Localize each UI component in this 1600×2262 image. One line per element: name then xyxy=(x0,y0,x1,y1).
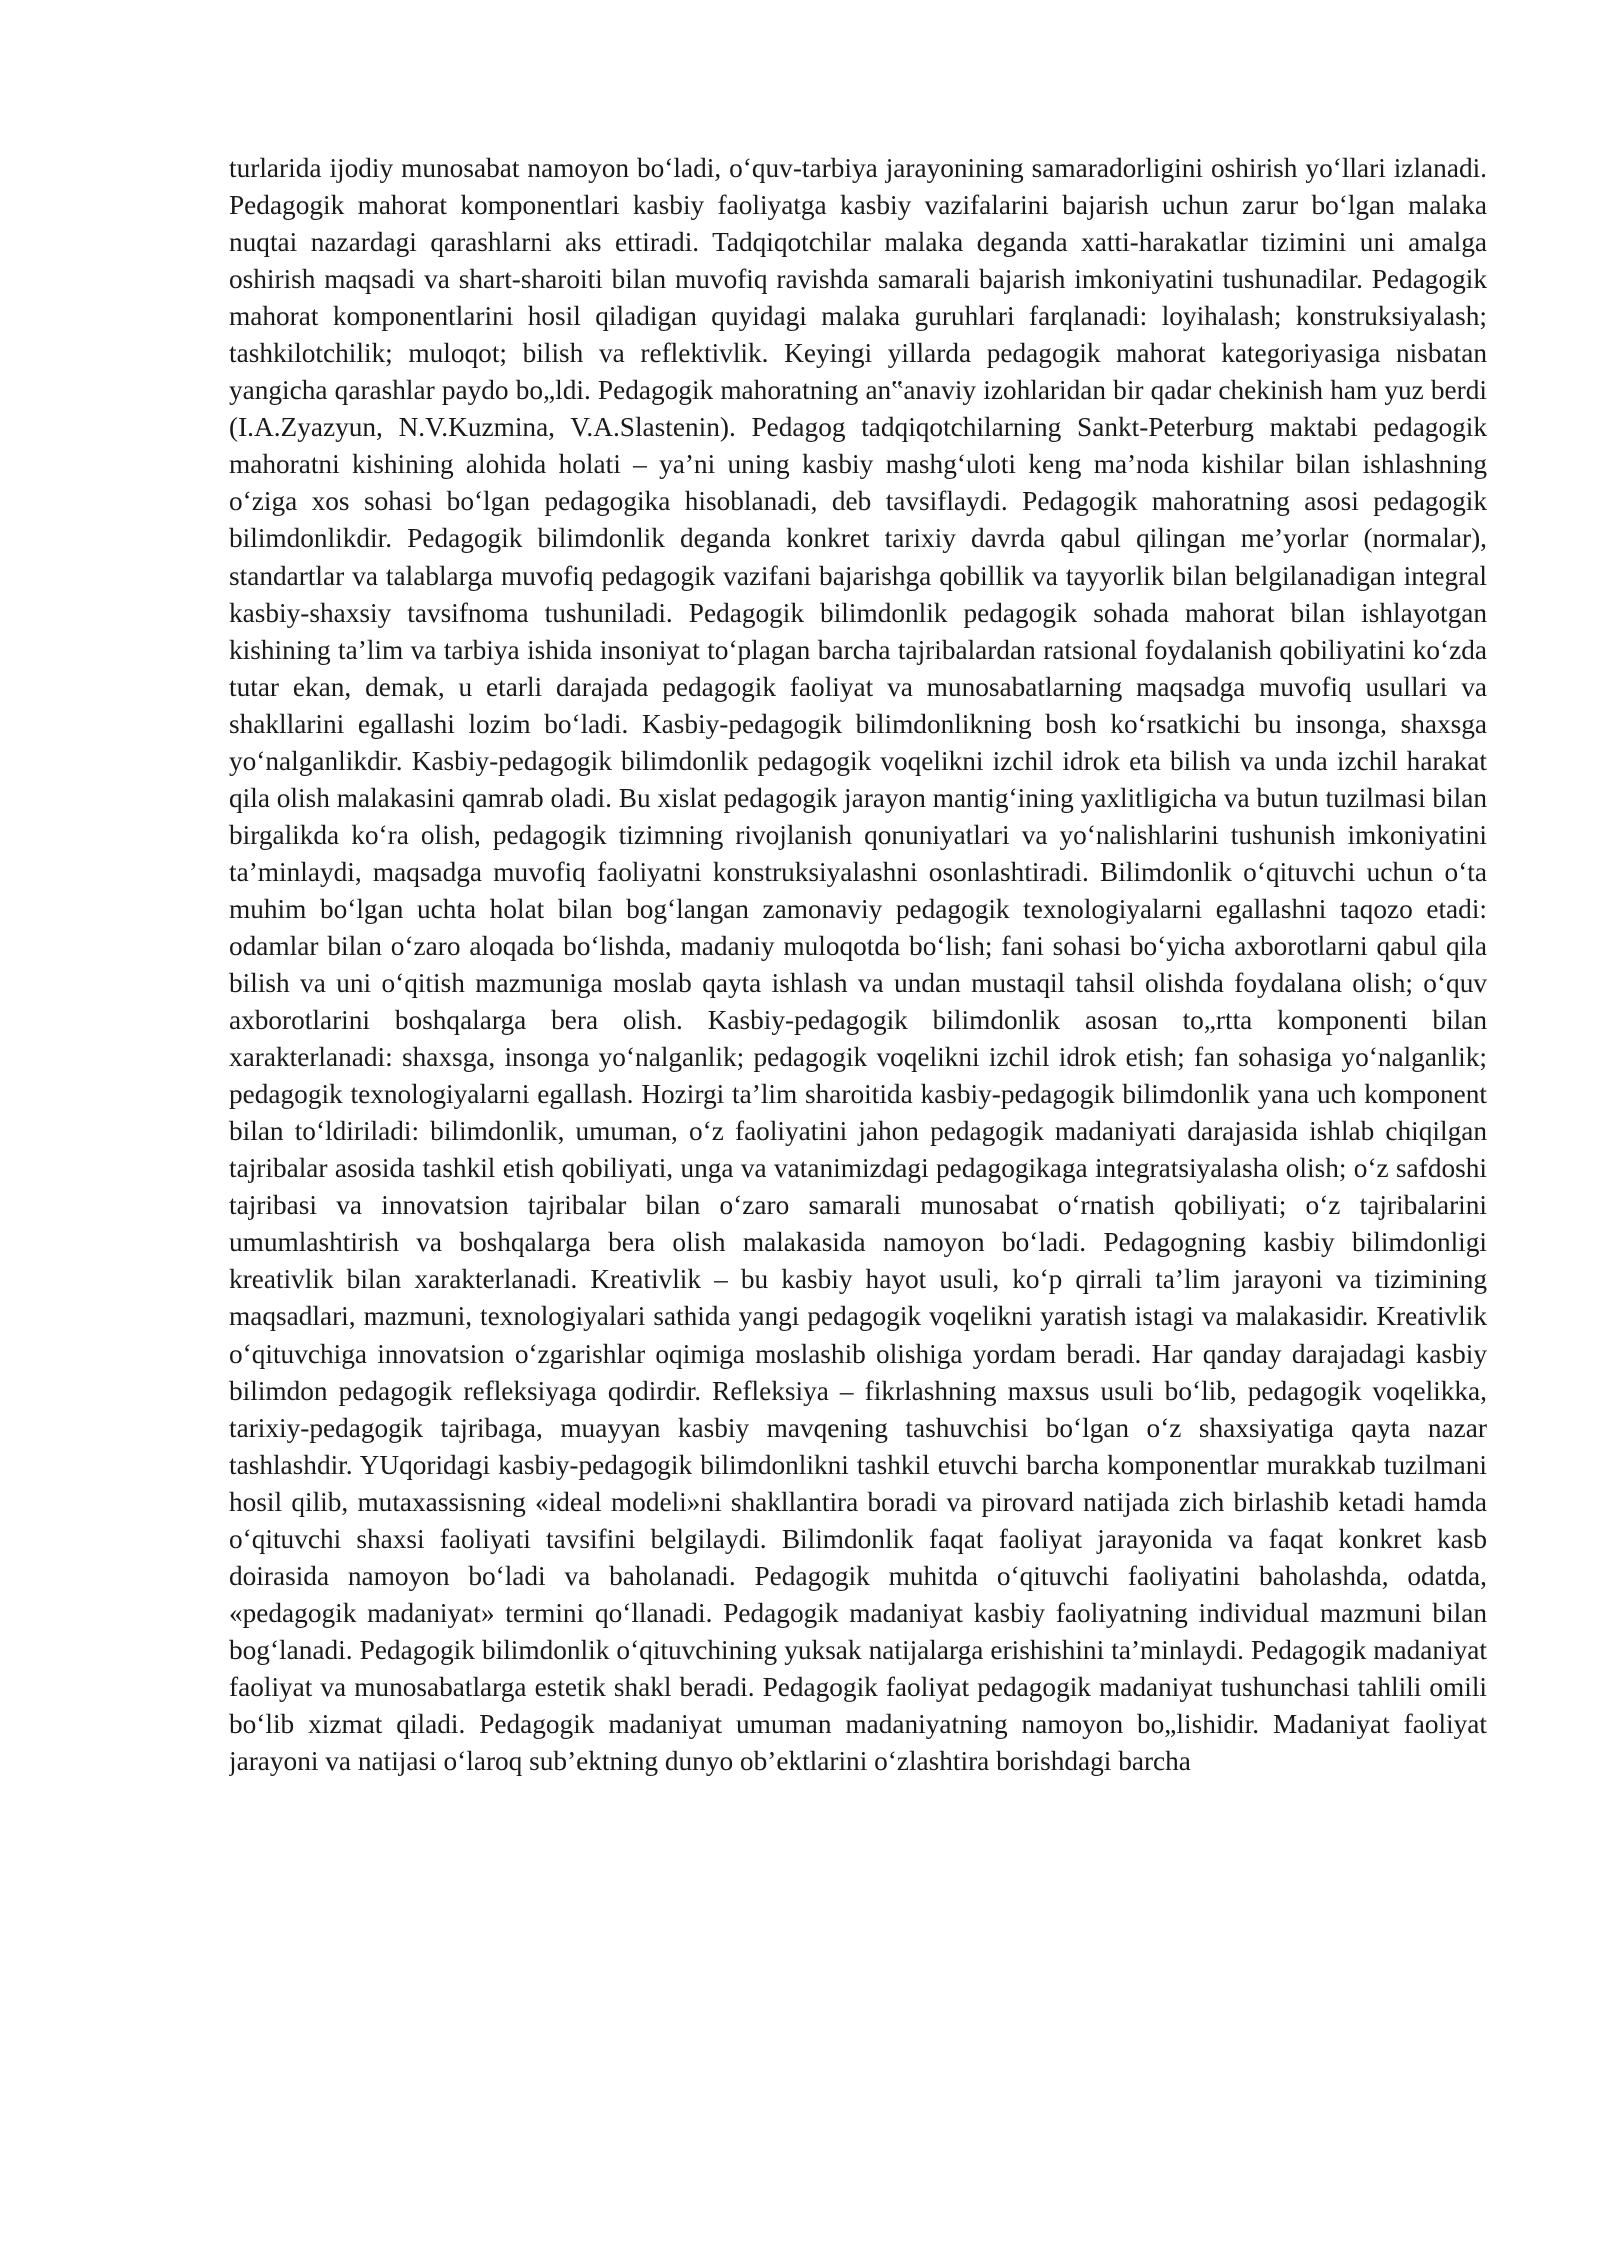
body-paragraph: turlarida ijodiy munosabat namoyon boʻladi, oʻquv-tarbiya jarayonining samaradorligini oshirish yoʻllari izlanadi. Pedagogik mahorat komponentlari kasbiy faoliyatga kasbiy vazifalarini bajarish uchun zarur boʻlgan malaka nuqtai nazardagi qarashlarni aks ettiradi. Tadqiqotchilar malaka deganda xatti-harakatlar tizimini uni amalga oshirish maqsadi va shart-sharoiti bilan muvofiq ravishda samarali bajarish imkoniyatini tushunadilar. Pedagogik mahorat komponentlarini hosil qiladigan quyidagi malaka guruhlari farqlanadi: loyihalash; konstruksiyalash; tashkilotchilik; muloqot; bilish va reflektivlik. Keyingi yillarda pedagogik mahorat kategoriyasiga nisbatan yangicha qarashlar paydo bo„ldi. Pedagogik mahoratning an‟anaviy izohlaridan bir qadar chekinish ham yuz berdi (I.A.Zyazyun, N.V.Kuzmina, V.A.Slastenin). Pedagog tadqiqotchilarning Sankt-Peterburg maktabi pedagogik mahoratni kishining alohida holati – ya’ni uning kasbiy mashgʻuloti keng ma’noda kishilar bilan ishlashning oʻziga xos sohasi boʻlgan pedagogika hisoblanadi, deb tavsiflaydi. Pedagogik mahoratning asosi pedagogik bilimdonlikdir. Pedagogik bilimdonlik deganda konkret tarixiy davrda qabul qilingan me’yorlar (normalar), standartlar va talablarga muvofiq pedagogik vazifani bajarishga qobillik va tayyorlik bilan belgilanadigan integral kasbiy-shaxsiy tavsifnoma tushuniladi. Pedagogik bilimdonlik pedagogik sohada mahorat bilan ishlayotgan kishining ta’lim va tarbiya ishida insoniyat toʻplagan barcha tajribalardan ratsional foydalanish qobiliyatini koʻzda tutar ekan, demak, u etarli darajada pedagogik faoliyat va munosabatlarning maqsadga muvofiq usullari va shakllarini egallashi lozim boʻladi. Kasbiy-pedagogik bilimdonlikning bosh koʻrsatkichi bu insonga, shaxsga yoʻnalganlikdir. Kasbiy-pedagogik bilimdonlik pedagogik voqelikni izchil idrok eta bilish va unda izchil harakat qila olish malakasini qamrab oladi. Bu xislat pedagogik jarayon mantigʻining yaxlitligicha va butun tuzilmasi bilan birgalikda koʻra olish, pedagogik tizimning rivojlanish qonuniyatlari va yoʻnalishlarini tushunish imkoniyatini ta’minlaydi, maqsadga muvofiq faoliyatni konstruksiyalashni osonlashtiradi. Bilimdonlik oʻqituvchi uchun oʻta muhim boʻlgan uchta holat bilan bogʻlangan zamonaviy pedagogik texnologiyalarni egallashni taqozo etadi: odamlar bilan oʻzaro aloqada boʻlishda, madaniy muloqotda boʻlish; fani sohasi boʻyicha axborotlarni qabul qila bilish va uni oʻqitish mazmuniga moslab qayta ishlash va undan mustaqil tahsil olishda foydalana olish; oʻquv axborotlarini boshqalarga bera olish. Kasbiy-pedagogik bilimdonlik asosan to„rtta komponenti bilan xarakterlanadi: shaxsga, insonga yoʻnalganlik; pedagogik voqelikni izchil idrok etish; fan sohasiga yoʻnalganlik; pedagogik texnologiyalarni egallash. Hozirgi ta’lim sharoitida kasbiy-pedagogik bilimdonlik yana uch komponent bilan toʻldiriladi: bilimdonlik, umuman, oʻz faoliyatini jahon pedagogik madaniyati darajasida ishlab chiqilgan tajribalar asosida tashkil etish qobiliyati, unga va vatanimizdagi pedagogikaga integratsiyalasha olish; oʻz safdoshi tajribasi va innovatsion tajribalar bilan oʻzaro samarali munosabat oʻrnatish qobiliyati; oʻz tajribalarini umumlashtirish va boshqalarga bera olish malakasida namoyon boʻladi. Pedagogning kasbiy bilimdonligi kreativlik bilan xarakterlanadi. Kreativlik – bu kasbiy hayot usuli, koʻp qirrali ta’lim jarayoni va tizimining maqsadlari, mazmuni, texnologiyalari sathida yangi pedagogik voqelikni yaratish istagi va malakasidir. Kreativlik oʻqituvchiga innovatsion oʻzgarishlar oqimiga moslashib olishiga yordam beradi. Har qanday darajadagi kasbiy bilimdon pedagogik refleksiyaga qodirdir. Refleksiya – fikrlashning maxsus usuli boʻlib, pedagogik voqelikka, tarixiy-pedagogik tajribaga, muayyan kasbiy mavqening tashuvchisi boʻlgan oʻz shaxsiyatiga qayta nazar tashlashdir. YUqoridagi kasbiy-pedagogik bilimdonlikni tashkil etuvchi barcha komponentlar murakkab tuzilmani hosil qilib, mutaxassisning «ideal modeli»ni shakllantira boradi va pirovard natijada zich birlashib ketadi hamda oʻqituvchi shaxsi faoliyati tavsifini belgilaydi. Bilimdonlik faqat faoliyat jarayonida va faqat konkret kasb doirasida namoyon boʻladi va baholanadi. Pedagogik muhitda oʻqituvchi faoliyatini baholashda, odatda, «pedagogik madaniyat» termini qoʻllanadi. Pedagogik madaniyat kasbiy faoliyatning individual mazmuni bilan bogʻlanadi. Pedagogik bilimdonlik oʻqituvchining yuksak natijalarga erishishini ta’minlaydi. Pedagogik madaniyat faoliyat va munosabatlarga estetik shakl beradi. Pedagogik faoliyat pedagogik madaniyat tushunchasi tahlili omili boʻlib xizmat qiladi. Pedagogik madaniyat umuman madaniyatning namoyon bo„lishidir. Madaniyat faoliyat jarayoni va natijasi oʻlaroq sub’ektning dunyo ob’ektlarini oʻzlashtira borishdagi barcha xyxy=(229,153,1487,1777)
document-page xyxy=(229,150,1487,2150)
